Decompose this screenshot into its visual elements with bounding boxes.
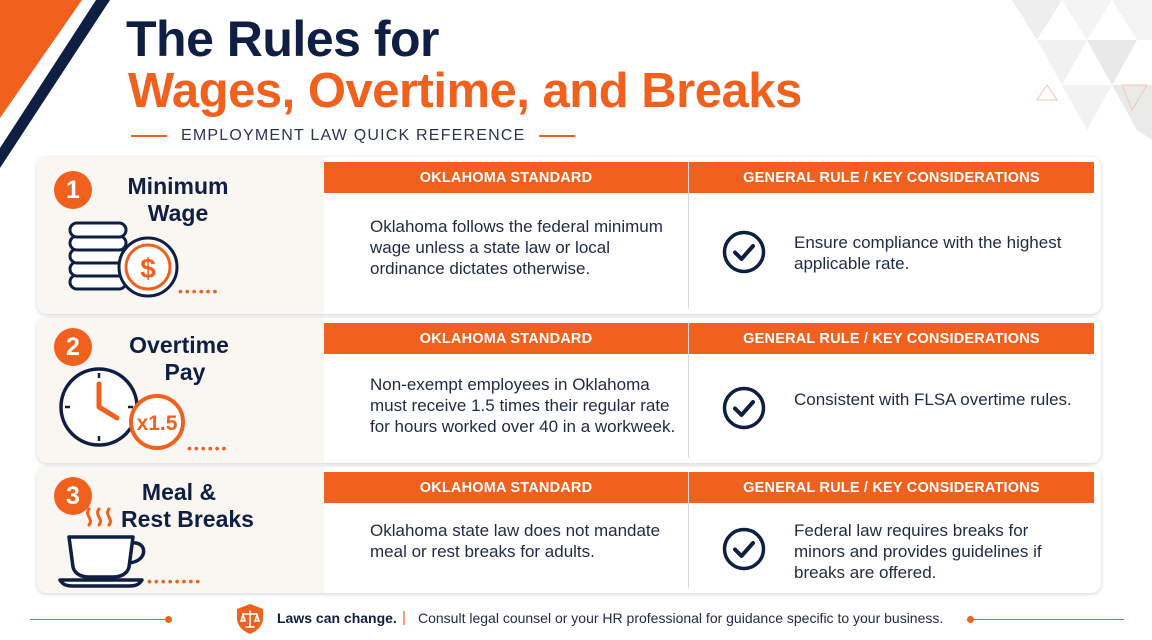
oklahoma-standard-text: Oklahoma follows the federal minimum wage unless a state law or local ordinance dictates otherwise. <box>370 217 663 278</box>
dots-decoration: •••••••• <box>147 573 203 589</box>
check-circle-icon <box>722 230 766 274</box>
rule-card-minimum-wage <box>37 157 1101 314</box>
column-header-oklahoma-standard: OKLAHOMA STANDARD <box>324 472 688 503</box>
rule-title: Overtime Pay <box>129 332 229 385</box>
footer-notice-strong: Laws can change. <box>277 610 397 626</box>
clock-icon <box>57 362 192 452</box>
page-title: The Rules for <box>126 11 439 67</box>
oklahoma-standard-column <box>324 472 689 588</box>
rule-number-badge: 1 <box>54 171 92 209</box>
dots-decoration: •••••• <box>187 440 229 456</box>
rule-card-overtime-pay <box>37 318 1101 463</box>
dollar-sign-badge: $ <box>140 253 156 284</box>
subtitle: EMPLOYMENT LAW QUICK REFERENCE <box>181 127 526 144</box>
general-rule-column <box>689 323 1094 458</box>
oklahoma-standard-text: Non-exempt employees in Oklahoma must receive 1.5 times their regular rate for hours worked over 40 in a workweek. <box>370 375 676 436</box>
coins-dollar-icon <box>65 215 185 300</box>
column-header-general-rule: GENERAL RULE / KEY CONSIDERATIONS <box>689 323 1094 354</box>
geometric-triangles-decoration <box>952 0 1152 150</box>
footer-dot-left <box>165 616 172 623</box>
rule-number-badge: 2 <box>54 328 92 366</box>
rule-label-panel <box>37 467 324 593</box>
corner-stripes-decoration <box>0 0 130 170</box>
general-rule-column <box>689 162 1094 309</box>
rule-title: Meal & Rest Breaks <box>121 479 254 532</box>
general-rule-text: Ensure compliance with the highest applicable rate. <box>794 233 1062 273</box>
subtitle-rule-left <box>131 135 167 137</box>
rule-label-panel <box>37 157 324 314</box>
general-rule-column <box>689 472 1094 588</box>
footer-rule-left <box>30 619 168 620</box>
rule-number-badge: 3 <box>54 477 92 515</box>
rule-card-meal-rest-breaks <box>37 467 1101 593</box>
column-header-general-rule: GENERAL RULE / KEY CONSIDERATIONS <box>689 162 1094 193</box>
footer-separator: | <box>402 609 406 626</box>
column-header-general-rule: GENERAL RULE / KEY CONSIDERATIONS <box>689 472 1094 503</box>
general-rule-text: Federal law requires breaks for minors and provides guidelines if breaks are offered. <box>794 521 1042 582</box>
column-header-oklahoma-standard: OKLAHOMA STANDARD <box>324 162 688 193</box>
footer-notice-text: Consult legal counsel or your HR professional for guidance specific to your business. <box>418 610 944 626</box>
rule-label-panel <box>37 318 324 463</box>
general-rule-text: Consistent with FLSA overtime rules. <box>794 390 1072 409</box>
oklahoma-standard-column <box>324 323 689 458</box>
subtitle-rule-right <box>539 135 575 137</box>
footer-rule-right <box>972 619 1124 620</box>
check-circle-icon <box>722 386 766 430</box>
column-header-oklahoma-standard: OKLAHOMA STANDARD <box>324 323 688 354</box>
page-title-highlight: Wages, Overtime, and Breaks <box>128 64 802 118</box>
check-circle-icon <box>722 527 766 571</box>
dots-decoration: •••••• <box>178 283 220 299</box>
subtitle-row <box>131 127 575 145</box>
oklahoma-standard-column <box>324 162 689 309</box>
rule-title: Minimum Wage <box>127 173 229 226</box>
footer <box>0 598 1152 640</box>
oklahoma-standard-text: Oklahoma state law does not mandate meal or rest breaks for adults. <box>370 521 661 561</box>
scales-shield-icon <box>236 603 264 635</box>
multiplier-badge: x1.5 <box>136 412 178 435</box>
